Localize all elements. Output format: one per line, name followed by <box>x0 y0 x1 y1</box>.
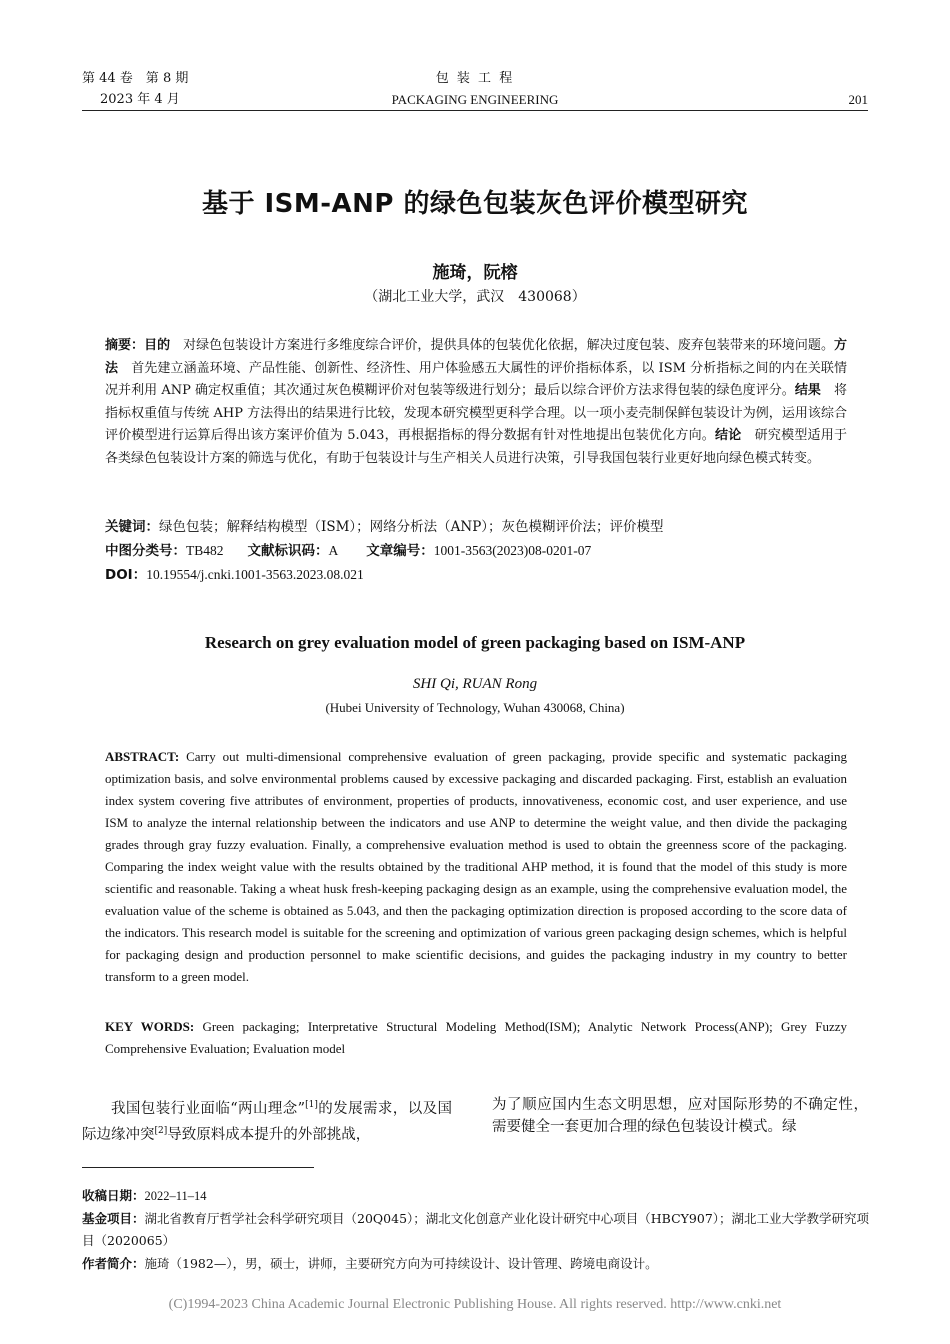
footnote-rule <box>82 1167 314 1168</box>
english-abstract <box>105 746 847 988</box>
purpose-label: 目的 <box>144 338 171 353</box>
body-text: 的发展需求，以及国际边缘冲突 <box>82 1100 453 1143</box>
paper-title: 基于 ISM-ANP 的绿色包装灰色评价模型研究 <box>201 189 749 219</box>
classification-line <box>105 539 591 559</box>
page-number: 201 <box>848 92 868 107</box>
method-label: 方法 <box>105 338 847 376</box>
fund-label: 基金项目： <box>82 1211 145 1226</box>
ref-1[interactable]: [1] <box>305 1100 318 1110</box>
keywords-cn <box>105 515 664 535</box>
author-bio-text: 施琦（1982—），男，硕士，讲师，主要研究方向为可持续设计、设计管理、跨境电商设计。 <box>144 1256 658 1271</box>
doi-value: 10.19554/j.cnki.1001-3563.2023.08.021 <box>146 567 364 582</box>
doc-code-label: 文献标识码： <box>247 543 329 559</box>
english-abstract-label: ABSTRACT: <box>105 749 180 764</box>
conclusion-text: 研究模型适用于各类绿色包装设计方案的筛选与优化，有助于包装设计与生产相关人员进行决策，引导我国包装行业更好地向绿色模式转变。 <box>105 428 847 466</box>
journal-name-cn: 包 装 工 程 <box>435 71 515 86</box>
abstract-label: 摘要： <box>105 338 145 353</box>
received-date <box>82 1185 872 1207</box>
authors: 施琦，阮榕 <box>432 263 518 283</box>
body-text: 导致原料成本提升的外部挑战， <box>167 1126 371 1143</box>
clc-label: 中图分类号： <box>105 543 186 559</box>
body-text: 我国包装行业面临“两山理念” <box>111 1100 306 1117</box>
affiliation: （湖北工业大学，武汉 430068） <box>364 289 586 305</box>
volume-issue: 第 44 卷 第 8 期 <box>82 71 189 86</box>
issue-date: 2023 年 4 月 <box>100 92 180 107</box>
ref-2[interactable]: [2] <box>154 1125 168 1136</box>
method-text: 首先建立涵盖环境、产品性能、创新性、经济性、用户体验感五大属性的评价指标体系，以 ISM 分析指标之间的内在关联情况并利用 ANP 确定权重值；其次通过灰色模糊评价对包装等级进行划分；最后以综合评价方法求得包装的绿色度评分。 <box>105 360 847 398</box>
body-column-right: 为了顺应国内生态文明思想，应对国际形势的不确定性，需要健全一套更加合理的绿色包装设计模式。绿 <box>492 1097 868 1135</box>
body-column-left <box>82 1094 452 1146</box>
clc-value: TB482 <box>186 543 224 558</box>
author-bio-label: 作者简介： <box>82 1256 145 1271</box>
copyright-notice: (C)1994-2023 China Academic Journal Electronic Publishing House. All rights reserved. http://www.cnki.net <box>168 1297 782 1312</box>
english-abstract-text: Carry out multi-dimensional comprehensive evaluation of green packaging, provide specific and systematic packaging optimization basis, and solve environmental problems caused by excessive packaging and discarded packaging. First, establish an evaluation index system covering five attributes of environment, properties of products, innovativeness, economic cost, and user experience, and use ISM to analyze the internal relationship between the indicators and use ANP to determine the weight value, and then divide the packaging grades through gray fuzzy evaluation. Finally, a comprehensive evaluation method is used to obtain the greenness score of the packaging. Comparing the index weight value with the results obtained by the traditional AHP method, it is found that the model of this study is more scientific and reasonable. Taking a wheat husk fresh-keeping packaging design as an example, using the comprehensive evaluation model, the evaluation value of the scheme is obtained as 5.043, and then the packaging optimization direction is proposed according to the score data of the indicators. This research model is suitable for the screening and optimization of various green packaging design schemes, which is helpful for packaging design and production personnel to make scientific decisions, and guides the packaging industry in my country to better transform to a green model. <box>105 749 847 984</box>
fund-info <box>82 1208 872 1252</box>
doc-code-value: A <box>328 543 339 558</box>
english-affiliation: (Hubei University of Technology, Wuhan 430068, China) <box>325 700 625 715</box>
article-no-value: 1001-3563(2023)08-0201-07 <box>433 543 592 558</box>
keywords-label: 关键词： <box>105 519 159 535</box>
purpose-text: 对绿色包装设计方案进行多维度综合评价，提供具体的包装优化依据，解决过度包装、废弃包装带来的环境问题。 <box>183 338 834 353</box>
article-no-label: 文章编号： <box>366 543 434 559</box>
header-rule <box>82 110 868 111</box>
keywords-text: 绿色包装；解释结构模型（ISM）；网络分析法（ANP）；灰色模糊评价法；评价模型 <box>159 519 664 535</box>
author-bio <box>82 1253 872 1275</box>
english-title: Research on grey evaluation model of green packaging based on ISM-ANP <box>204 633 746 652</box>
result-label: 结果 <box>794 383 821 398</box>
english-keywords-text: Green packaging; Interpretative Structural Modeling Method(ISM); Analytic Network Process(ANP); Grey Fuzzy Comprehensive Evaluation; Evaluation model <box>105 1019 847 1056</box>
doi-line <box>105 563 364 583</box>
doi-label: DOI： <box>105 567 147 583</box>
english-authors: SHI Qi, RUAN Rong <box>412 676 538 692</box>
received-label: 收稿日期： <box>82 1188 145 1203</box>
received-value: 2022–11–14 <box>144 1189 207 1203</box>
abstract-cn <box>105 335 847 470</box>
result-text: 将指标权重值与传统 AHP 方法得出的结果进行比较，发现本研究模型更科学合理。以一项小麦壳制保鲜包装设计为例，运用该综合评价模型进行运算后得出该方案评价值为 5.043，再根据指标的得分数据有针对性地提出包装优化方向。 <box>105 383 847 443</box>
conclusion-label: 结论 <box>715 428 742 443</box>
english-keywords-label: KEY WORDS: <box>105 1019 195 1034</box>
fund-text: 湖北省教育厅哲学社会科学研究项目（20Q045）；湖北文化创意产业化设计研究中心项目（HBCY907）；湖北工业大学教学研究项目（2020065） <box>82 1211 870 1248</box>
english-keywords <box>105 1016 847 1060</box>
journal-name-en: PACKAGING ENGINEERING <box>391 92 559 107</box>
